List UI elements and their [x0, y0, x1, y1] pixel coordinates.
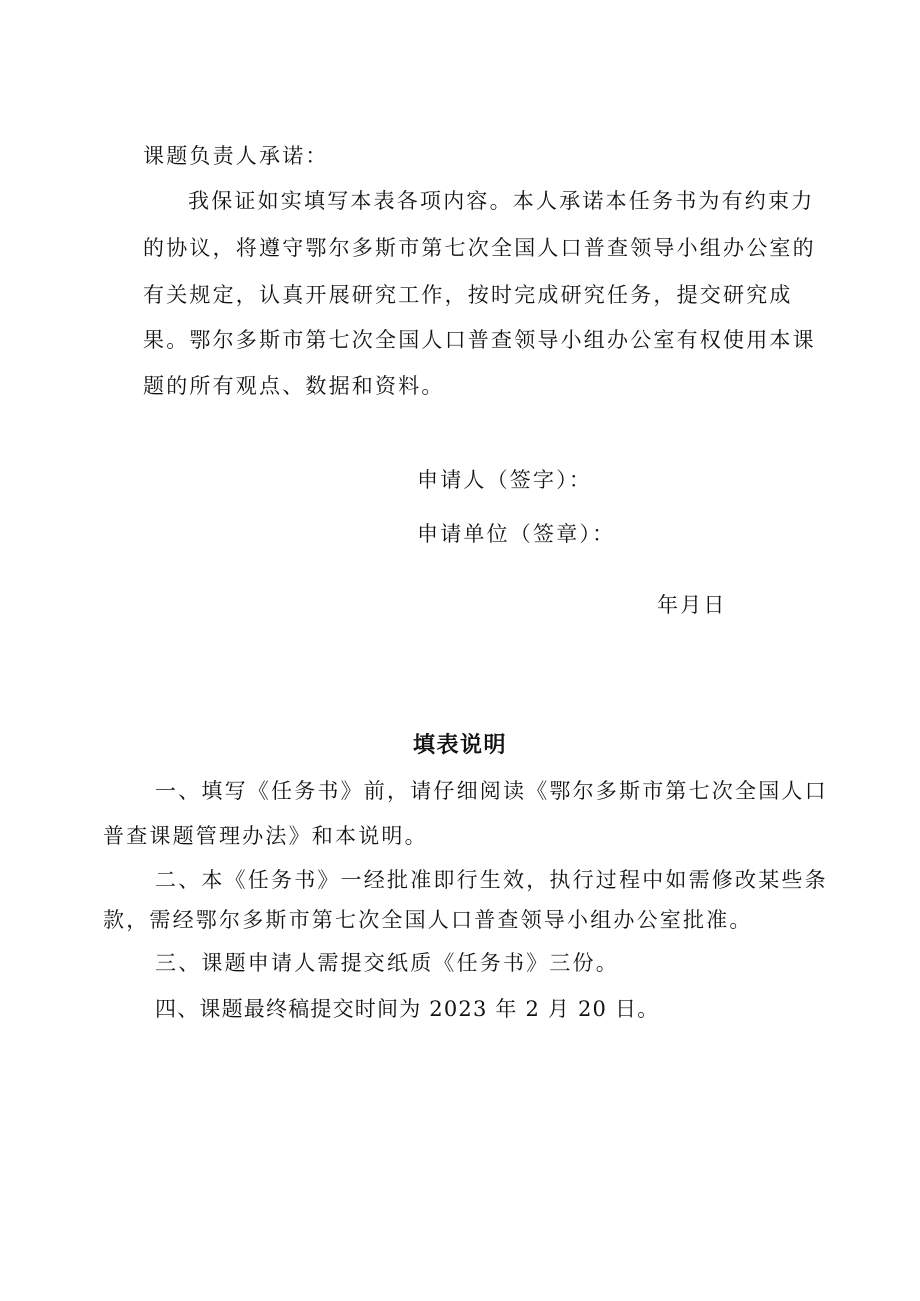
instruction-line: 三、课题申请人需提交纸质《任务书》三份。 — [155, 951, 619, 975]
unit-seal-label: 申请单位（签章）： — [417, 522, 616, 546]
commitment-line: 果。鄂尔多斯市第七次全国人口普查领导小组办公室有权使用本课 — [143, 328, 816, 352]
date-label: 年月日 — [657, 593, 727, 617]
commitment-line: 的协议，将遵守鄂尔多斯市第七次全国人口普查领导小组办公室的 — [143, 236, 816, 260]
applicant-signature-label: 申请人（签字）： — [417, 468, 593, 492]
instruction-line: 款，需经鄂尔多斯市第七次全国人口普查领导小组办公室批准。 — [103, 908, 753, 932]
commitment-line: 有关规定，认真开展研究工作，按时完成研究任务，提交研究成 — [143, 283, 793, 307]
instruction-line: 一、填写《任务书》前，请仔细阅读《鄂尔多斯市第七次全国人口 — [155, 779, 828, 803]
commitment-line: 题的所有观点、数据和资料。 — [143, 374, 445, 398]
instruction-line: 普查课题管理办法》和本说明。 — [103, 824, 428, 848]
instruction-line: 二、本《任务书》一经批准即行生效，执行过程中如需修改某些条 — [155, 868, 828, 892]
instructions-title: 填表说明 — [412, 733, 507, 758]
instruction-line: 四、课题最终稿提交时间为 2023 年 2 月 20 日。 — [155, 997, 660, 1021]
commitment-line: 我保证如实填写本表各项内容。本人承诺本任务书为有约束力 — [188, 189, 815, 213]
commitment-heading: 课题负责人承诺： — [143, 144, 329, 168]
